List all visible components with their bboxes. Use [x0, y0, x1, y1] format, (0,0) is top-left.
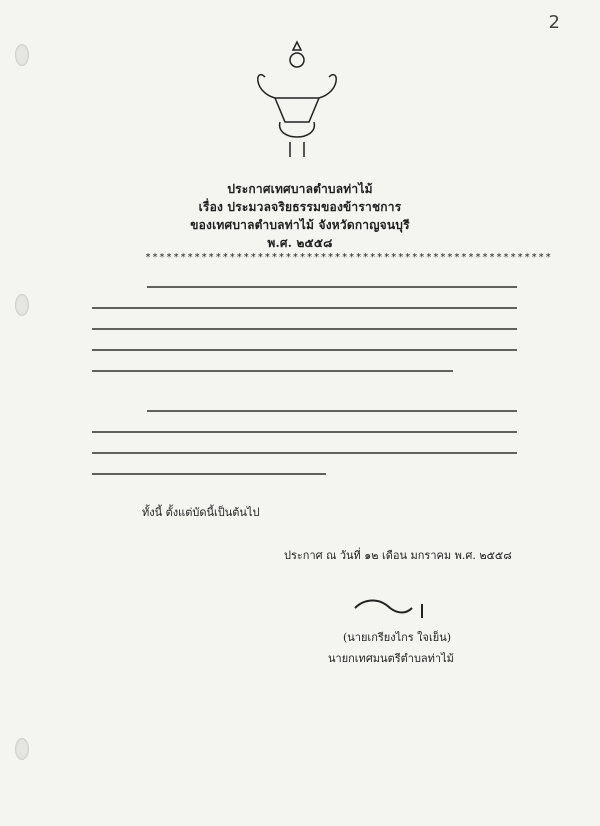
text-line: [92, 452, 517, 457]
punch-hole: [15, 738, 29, 760]
signature-icon: [350, 590, 450, 620]
text-line: [147, 286, 517, 291]
closing-line: ทั้งนี้ ตั้งแต่บัดนี้เป็นต้นไป: [142, 506, 260, 519]
text-line: [92, 328, 517, 333]
punch-hole: [15, 294, 29, 316]
text-line: [92, 473, 326, 478]
body-paragraph-2: [92, 410, 517, 494]
date-line: ประกาศ ณ วันที่ ๑๒ เดือน มกราคม พ.ศ. ๒๕๕๘: [284, 549, 512, 562]
text-line: [147, 410, 517, 415]
signer-title: นายกเทศมนตรีตำบลท่าไม้: [328, 652, 454, 665]
text-line: [92, 431, 517, 436]
separator: **********************************************************: [145, 252, 553, 263]
heading-line-1: ประกาศเทศบาลตำบลท่าไม้: [227, 182, 373, 196]
heading-line-2: เรื่อง ประมวลจริยธรรมของข้าราชการ: [198, 200, 402, 214]
heading-line-3: ของเทศบาลตำบลท่าไม้ จังหวัดกาญจนบุรี: [190, 218, 410, 232]
text-line: [92, 307, 517, 312]
text-line: [92, 349, 517, 354]
page-number: 2: [548, 12, 560, 33]
heading-line-4: พ.ศ. ๒๕๕๘: [267, 236, 333, 250]
text-line: [92, 370, 453, 375]
garuda-emblem-icon: [245, 32, 350, 162]
signer-name: (นายเกรียงไกร ใจเย็น): [343, 631, 452, 644]
punch-hole: [15, 44, 29, 66]
body-paragraph-1: [92, 286, 517, 391]
